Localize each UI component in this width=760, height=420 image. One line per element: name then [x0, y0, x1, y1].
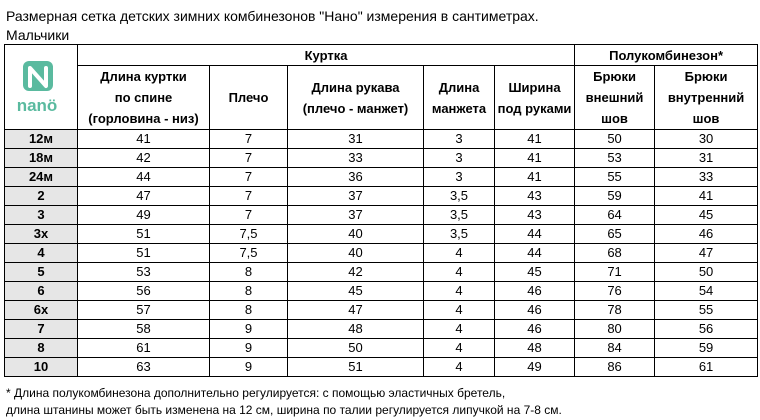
column-header	[655, 66, 758, 130]
column-header	[288, 66, 424, 130]
value-cell: 57	[78, 301, 210, 320]
value-cell: 42	[288, 263, 424, 282]
group-header-jacket: Куртка	[78, 45, 575, 66]
size-cell: 5	[5, 263, 78, 282]
table-row	[5, 168, 758, 187]
column-header-line: Брюки	[684, 69, 728, 84]
value-cell: 9	[210, 358, 288, 377]
column-header-line: внешний	[585, 90, 644, 105]
nano-logo	[11, 59, 63, 123]
value-cell: 3,5	[424, 225, 495, 244]
value-cell: 46	[655, 225, 758, 244]
value-cell: 71	[575, 263, 655, 282]
size-cell: 8	[5, 339, 78, 358]
value-cell: 31	[288, 130, 424, 149]
column-header	[210, 66, 288, 130]
value-cell: 50	[288, 339, 424, 358]
column-header-line: Длина куртки	[100, 69, 187, 84]
value-cell: 8	[210, 301, 288, 320]
value-cell: 48	[495, 339, 575, 358]
value-cell: 76	[575, 282, 655, 301]
value-cell: 3	[424, 149, 495, 168]
column-header	[78, 66, 210, 130]
size-cell: 7	[5, 320, 78, 339]
value-cell: 37	[288, 187, 424, 206]
column-header-line: манжета	[431, 100, 487, 116]
size-cell: 3x	[5, 225, 78, 244]
value-cell: 4	[424, 244, 495, 263]
value-cell: 37	[288, 206, 424, 225]
value-cell: 3,5	[424, 206, 495, 225]
value-cell: 7	[210, 206, 288, 225]
value-cell: 9	[210, 339, 288, 358]
size-cell: 6	[5, 282, 78, 301]
value-cell: 4	[424, 358, 495, 377]
value-cell: 47	[288, 301, 424, 320]
size-cell: 6x	[5, 301, 78, 320]
column-header-line: шов	[692, 111, 720, 126]
value-cell: 61	[78, 339, 210, 358]
value-cell: 8	[210, 282, 288, 301]
logo-wordmark: nanö	[16, 96, 58, 115]
value-cell: 43	[495, 206, 575, 225]
table-row	[5, 225, 758, 244]
value-cell: 31	[655, 149, 758, 168]
value-cell: 8	[210, 263, 288, 282]
value-cell: 4	[424, 320, 495, 339]
value-cell: 45	[655, 206, 758, 225]
value-cell: 42	[78, 149, 210, 168]
value-cell: 48	[288, 320, 424, 339]
value-cell: 47	[78, 187, 210, 206]
value-cell: 78	[575, 301, 655, 320]
value-cell: 7	[210, 130, 288, 149]
value-cell: 56	[78, 282, 210, 301]
column-header-line: шов	[601, 111, 628, 126]
table-body	[5, 130, 758, 377]
value-cell: 51	[78, 244, 210, 263]
logo-cell	[5, 45, 78, 130]
size-table	[4, 44, 758, 377]
value-cell: 41	[495, 168, 575, 187]
column-header-line: (плечо - манжет)	[302, 100, 409, 116]
table-row	[5, 320, 758, 339]
table-row	[5, 339, 758, 358]
value-cell: 64	[575, 206, 655, 225]
value-cell: 84	[575, 339, 655, 358]
value-cell: 50	[655, 263, 758, 282]
size-cell: 2	[5, 187, 78, 206]
value-cell: 3	[424, 168, 495, 187]
column-header-line: по спине	[114, 90, 173, 105]
column-header	[575, 66, 655, 130]
value-cell: 51	[78, 225, 210, 244]
value-cell: 41	[78, 130, 210, 149]
value-cell: 9	[210, 320, 288, 339]
value-cell: 4	[424, 282, 495, 301]
footnote-line-1: * Длина полукомбинезона дополнительно регулируется: с помощью эластичных бретель,	[6, 386, 506, 400]
table-row	[5, 358, 758, 377]
value-cell: 7	[210, 149, 288, 168]
column-header-line: (горловина - низ)	[88, 111, 199, 126]
table-row	[5, 301, 758, 320]
value-cell: 30	[655, 130, 758, 149]
size-cell: 12м	[5, 130, 78, 149]
section-subtitle: Мальчики	[6, 27, 70, 43]
column-header	[495, 66, 575, 130]
column-header-line: Плечо	[228, 90, 269, 105]
value-cell: 3,5	[424, 187, 495, 206]
column-header-line: Длина	[438, 79, 480, 95]
value-cell: 63	[78, 358, 210, 377]
value-cell: 61	[655, 358, 758, 377]
value-cell: 33	[655, 168, 758, 187]
table-row	[5, 244, 758, 263]
value-cell: 45	[288, 282, 424, 301]
value-cell: 44	[495, 225, 575, 244]
value-cell: 45	[495, 263, 575, 282]
value-cell: 53	[78, 263, 210, 282]
value-cell: 80	[575, 320, 655, 339]
column-header-row	[5, 66, 758, 130]
size-cell: 4	[5, 244, 78, 263]
value-cell: 86	[575, 358, 655, 377]
table-row	[5, 282, 758, 301]
table-row	[5, 187, 758, 206]
value-cell: 40	[288, 244, 424, 263]
value-cell: 51	[288, 358, 424, 377]
table-row	[5, 263, 758, 282]
value-cell: 50	[575, 130, 655, 149]
size-cell: 3	[5, 206, 78, 225]
value-cell: 58	[78, 320, 210, 339]
footnote-line-2: длина штанины может быть изменена на 12 см, ширина по талии регулируется липучкой на 7-8 см.	[6, 403, 562, 417]
size-cell: 18м	[5, 149, 78, 168]
column-header-line: Ширина	[508, 79, 561, 95]
value-cell: 4	[424, 339, 495, 358]
value-cell: 59	[655, 339, 758, 358]
size-cell: 10	[5, 358, 78, 377]
value-cell: 36	[288, 168, 424, 187]
table-row	[5, 130, 758, 149]
column-header-line: внутренний	[667, 90, 745, 105]
value-cell: 54	[655, 282, 758, 301]
value-cell: 40	[288, 225, 424, 244]
column-header-line: Длина рукава	[311, 79, 400, 95]
value-cell: 7	[210, 168, 288, 187]
value-cell: 56	[655, 320, 758, 339]
column-header-line: под руками	[497, 100, 572, 116]
value-cell: 7	[210, 187, 288, 206]
column-header-line: Брюки	[593, 69, 636, 84]
value-cell: 49	[495, 358, 575, 377]
group-header-overalls: Полукомбинезон*	[575, 45, 758, 66]
value-cell: 41	[655, 187, 758, 206]
value-cell: 41	[495, 130, 575, 149]
value-cell: 59	[575, 187, 655, 206]
value-cell: 55	[655, 301, 758, 320]
page-title: Размерная сетка детских зимних комбинезонов "Нано" измерения в сантиметрах.	[6, 8, 539, 24]
value-cell: 7,5	[210, 244, 288, 263]
value-cell: 53	[575, 149, 655, 168]
value-cell: 44	[78, 168, 210, 187]
nano-logo-icon	[11, 59, 63, 123]
value-cell: 47	[655, 244, 758, 263]
value-cell: 4	[424, 263, 495, 282]
value-cell: 46	[495, 282, 575, 301]
value-cell: 55	[575, 168, 655, 187]
table-row	[5, 149, 758, 168]
value-cell: 43	[495, 187, 575, 206]
value-cell: 46	[495, 301, 575, 320]
column-header	[424, 66, 495, 130]
value-cell: 49	[78, 206, 210, 225]
value-cell: 65	[575, 225, 655, 244]
table-row	[5, 206, 758, 225]
value-cell: 4	[424, 301, 495, 320]
value-cell: 68	[575, 244, 655, 263]
value-cell: 3	[424, 130, 495, 149]
size-cell: 24м	[5, 168, 78, 187]
value-cell: 44	[495, 244, 575, 263]
value-cell: 33	[288, 149, 424, 168]
value-cell: 7,5	[210, 225, 288, 244]
value-cell: 41	[495, 149, 575, 168]
value-cell: 46	[495, 320, 575, 339]
